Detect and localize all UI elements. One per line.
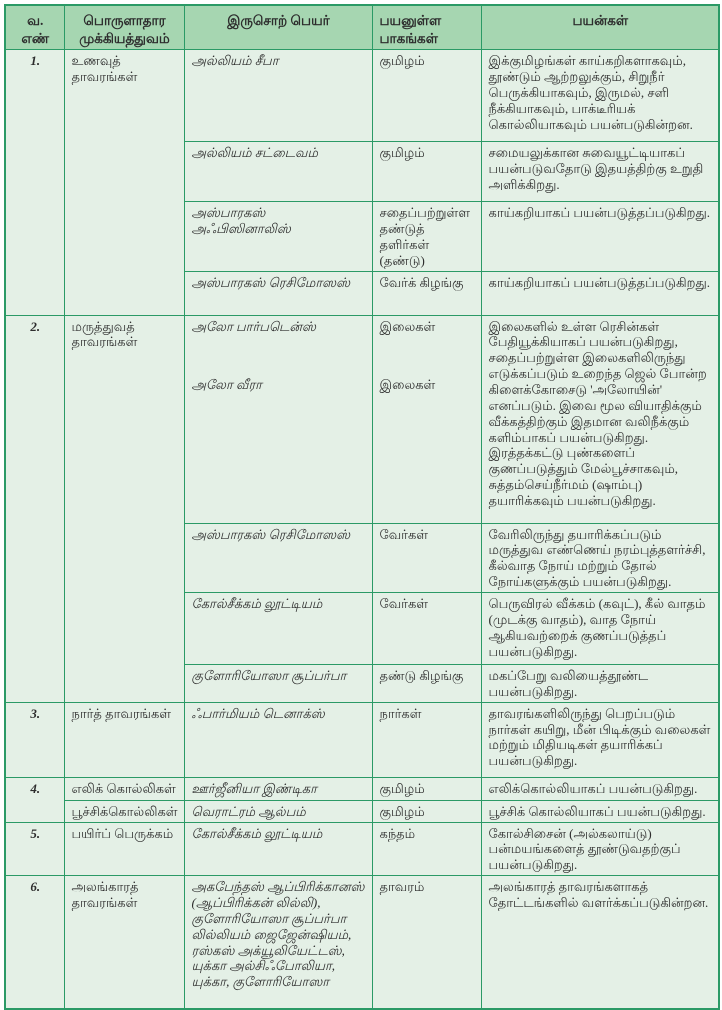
uses-text: பூச்சிக் கொல்லியாகப் பயன்படுகிறது.	[481, 800, 719, 822]
binomial-name: அல்லியம் சீபா	[184, 50, 372, 142]
binomial-name: வெராட்ரம் ஆல்பம்	[184, 800, 372, 822]
uses-text: காய்கறியாகப் பயன்படுத்தப்படுகிறது.	[481, 271, 719, 315]
uses-text: தாவரங்களிலிருந்து பெறப்படும் நார்கள் கயிறு, மீன் பிடிக்கும் வலைகள் மற்றும் மிதியடிகள் தயாரிக்கப் பயன்படுகிறது.	[481, 702, 719, 777]
table-row	[5, 315, 719, 523]
uses-text: கோல்சிசைன் (அல்கலாய்டு) பன்மயங்களைத் தூண்டுவதற்குப் பயன்படுகிறது.	[481, 822, 719, 876]
binomial-name: கோல்சீக்கம் லூட்டியம்	[184, 592, 372, 664]
serial-number: 1.	[5, 50, 64, 315]
uses-text: அலங்காரத் தாவரங்களாகத் தோட்டங்களில் வளர்க்கப்படுகின்றன.	[481, 876, 719, 1009]
table-row	[5, 876, 719, 1009]
useful-part: குமிழம்	[372, 142, 481, 202]
serial-number: 3.	[5, 702, 64, 777]
binomial-name: அஸ்பாரகஸ் ரெசிமோஸஸ்	[184, 271, 372, 315]
category-cell: எலிக் கொல்லிகள்	[64, 777, 184, 800]
category-cell: நார்த் தாவரங்கள்	[64, 702, 184, 777]
binomial-name: ஊர்ஜீனியா இண்டிகா	[184, 777, 372, 800]
useful-part: குமிழம்	[372, 777, 481, 800]
binomial-name-aloe-vera: அலோ வீரா	[191, 377, 262, 393]
serial-number: 2.	[5, 315, 64, 702]
uses-text: மகப்பேறு வலியைத்தூண்ட பயன்படுகிறது.	[481, 664, 719, 702]
category-cell: பூச்சிக்கொல்லிகள்	[64, 800, 184, 822]
table-row	[5, 50, 719, 142]
col-header-useful-parts: பயனுள்ள பாகங்கள்	[372, 5, 481, 50]
useful-part: கந்தம்	[372, 822, 481, 876]
binomial-name: கோல்சீக்கம் லூட்டியம்	[184, 822, 372, 876]
uses-text: காய்கறியாகப் பயன்படுத்தப்படுகிறது.	[481, 202, 719, 271]
uses-text: எலிக்கொல்லியாகப் பயன்படுகிறது.	[481, 777, 719, 800]
binomial-name: அல்லியம் சட்டைவம்	[184, 142, 372, 202]
uses-text: சமையலுக்கான சுவையூட்டியாகப் பயன்படுவதோடு இதயத்திற்கு உறுதி அளிக்கிறது.	[481, 142, 719, 202]
useful-part: குமிழம்	[372, 50, 481, 142]
category-cell: மருத்துவத் தாவரங்கள்	[64, 315, 184, 702]
useful-part: வேர்க் கிழங்கு	[372, 271, 481, 315]
table-row	[5, 800, 719, 822]
useful-part: நார்கள்	[372, 702, 481, 777]
uses-text: இக்குமிழங்கள் காய்கறிகளாகவும், தூண்டும் ஆற்றலுக்கும், சிறுநீர் பெருக்கியாகவும், இருமல், சளி நீக்கியாகவும், பாக்டீரியக் கொல்லியாகவும் பயன்படுகின்றன.	[481, 50, 719, 142]
category-cell: அலங்காரத் தாவரங்கள்	[64, 876, 184, 1009]
serial-number: 6.	[5, 876, 64, 1009]
table-header-row	[5, 5, 719, 50]
col-header-binomial-name: இருசொற் பெயர்	[184, 5, 372, 50]
economic-importance-table	[4, 4, 720, 1010]
col-header-uses: பயன்கள்	[481, 5, 719, 50]
uses-text: பெருவிரல் வீக்கம் (கவுட்), கீல் வாதம் (முடக்கு வாதம்), வாத நோய் ஆகியவற்றைக் குணப்படுத்தப் பயன்படுகிறது.	[481, 592, 719, 664]
serial-number: 4.	[5, 777, 64, 822]
col-header-serial-no: வ. எண்	[5, 5, 64, 50]
useful-part: வேர்கள்	[372, 523, 481, 592]
useful-part-leaves: இலைகள்	[379, 318, 436, 334]
useful-part: தாவரம்	[372, 876, 481, 1009]
binomial-name: அஸ்பாரகஸ் அஃபிஸினாலிஸ்	[184, 202, 372, 271]
category-cell: உணவுத் தாவரங்கள்	[64, 50, 184, 315]
table-row	[5, 822, 719, 876]
col-header-economic-importance: பொருளாதார முக்கியத்துவம்	[64, 5, 184, 50]
binomial-name: குளோரியோஸா சூப்பர்பா	[184, 664, 372, 702]
binomial-name: அஸ்பாரகஸ் ரெசிமோஸஸ்	[184, 523, 372, 592]
binomial-name-aloe-barbadensis: அலோ பார்படென்ஸ்	[191, 318, 316, 334]
useful-part: சதைப்பற்றுள்ள தண்டுத் தளிர்கள் (தண்டு)	[372, 202, 481, 271]
useful-part	[372, 315, 481, 523]
category-cell: பயிர்ப் பெருக்கம்	[64, 822, 184, 876]
binomial-name: அகபேந்தஸ் ஆப்பிரிக்கானஸ் (ஆப்பிரிக்கன் லில்லி), குளோரியோஸா சூப்பர்பா லில்லியம் ஜைஜேன்ஷியம், ரஸ்கஸ் அக்யூலியேட்டஸ், யுக்கா அல்சிஃபோலியா, யுக்கா, குளோரியோஸா	[184, 876, 372, 1009]
useful-part-leaves: இலைகள்	[379, 377, 436, 393]
binomial-name	[184, 315, 372, 523]
serial-number: 5.	[5, 822, 64, 876]
uses-text: வேரிலிருந்து தயாரிக்கப்படும் மருத்துவ எண்ணெய் நரம்புத்தளர்ச்சி, கீல்வாத நோய் மற்றும் தோல் நோய்களுக்கும் பயன்படுகிறது.	[481, 523, 719, 592]
useful-part: குமிழம்	[372, 800, 481, 822]
uses-text: இலைகளில் உள்ள ரெசின்கள் பேதியூக்கியாகப் பயன்படுகிறது, சதைப்பற்றுள்ள இலைகளிலிருந்து எடுக்கப்படும் உறைந்த ஜெல் போன்ற கிளைக்கோசைடு 'அலோயின்' எனப்படும். இவை மூல வியாதிக்கும் வீக்கத்திற்கும் இதமான வலிநீக்கும் களிம்பாகப் பயன்படுகிறது. இரத்தக்கட்டு புண்களைப் குணப்படுத்தும் மேல்பூச்சாகவும், சுத்தம்செய்நீர்மம் (ஷாம்பு) தயாரிக்கவும் பயன்படுகிறது.	[481, 315, 719, 523]
table-row	[5, 702, 719, 777]
table-row	[5, 777, 719, 800]
useful-part: வேர்கள்	[372, 592, 481, 664]
useful-part: தண்டு கிழங்கு	[372, 664, 481, 702]
binomial-name: ஃபார்மியம் டெனாக்ஸ்	[184, 702, 372, 777]
